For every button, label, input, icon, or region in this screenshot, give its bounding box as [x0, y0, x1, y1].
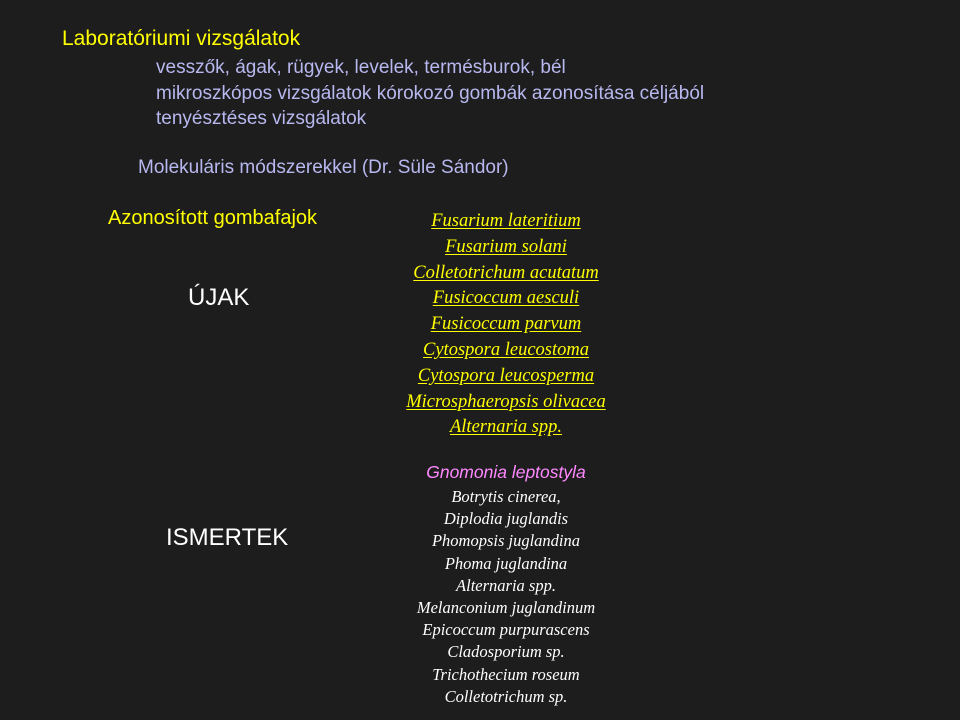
new-species-item: Cytospora leucosperma	[417, 365, 595, 386]
new-species-heading: ÚJAK	[188, 284, 250, 311]
new-species-item: Colletotrichum acutatum	[413, 262, 599, 283]
known-species-item: Colletotrichum sp.	[444, 686, 568, 706]
known-species-item: Phomopsis juglandina	[431, 531, 581, 551]
known-highlight-species: Gnomonia leptostyla	[426, 462, 586, 482]
known-species-item: Phoma juglandina	[444, 553, 568, 573]
slide-title: Laboratóriumi vizsgálatok	[62, 27, 301, 50]
new-species-item: Fusicoccum parvum	[430, 314, 582, 335]
known-species-item: Diplodia juglandis	[443, 509, 569, 529]
known-species-item: Trichothecium roseum	[432, 664, 580, 684]
new-species-item: Microsphaeropsis olivacea	[406, 391, 606, 412]
new-species-item: Fusicoccum aesculi	[432, 288, 580, 309]
molecular-methods-line: Molekuláris módszerekkel (Dr. Süle Sándor)	[138, 157, 509, 178]
known-species-item: Botrytis cinerea,	[451, 487, 561, 506]
known-species-item: Epicoccum purpurascens	[422, 620, 590, 640]
known-species-heading: ISMERTEK	[166, 524, 289, 551]
known-species-item: Melanconium juglandinum	[416, 598, 596, 618]
new-species-item: Fusarium solani	[445, 236, 567, 257]
known-species-item: Alternaria spp.	[456, 575, 556, 595]
new-species-item: Cytospora leucostoma	[423, 339, 589, 360]
subtitle-line-1: vesszők, ágak, rügyek, levelek, termésburok, bél	[156, 57, 566, 78]
subtitle-line-3: tenyésztéses vizsgálatok	[156, 108, 367, 129]
new-species-item: Alternaria spp.	[449, 417, 563, 438]
known-species-list	[386, 486, 626, 708]
known-species-item: Cladosporium sp.	[447, 642, 565, 662]
identified-species-label: Azonosított gombafajok	[108, 207, 318, 229]
subtitle-line-2: mikroszkópos vizsgálatok kórokozó gombák azonosítása céljából	[156, 83, 705, 104]
new-species-list	[386, 209, 626, 441]
new-species-item: Fusarium lateritium	[431, 211, 581, 231]
